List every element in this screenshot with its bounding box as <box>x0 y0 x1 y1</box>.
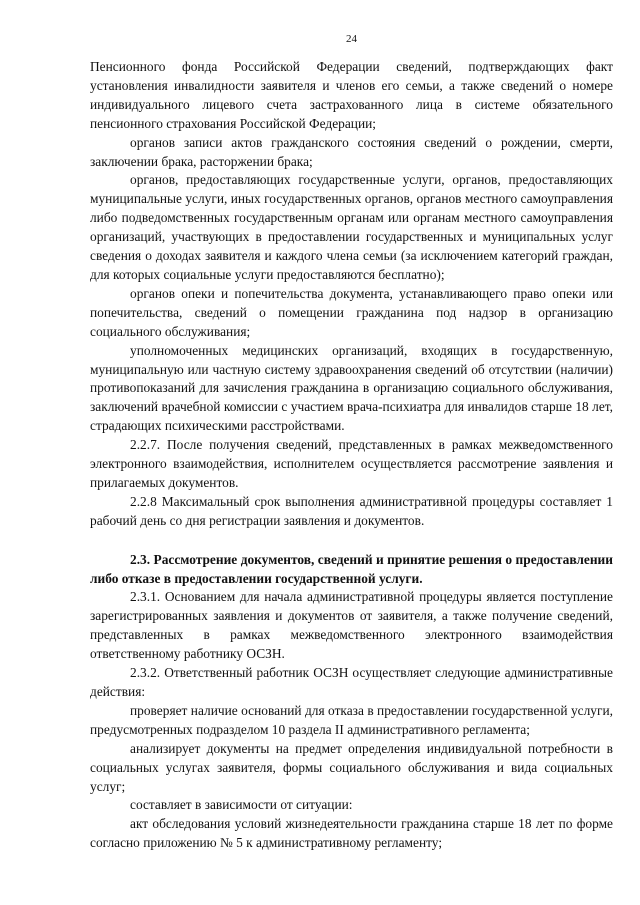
body-paragraph: 2.3.1. Основанием для начала административной процедуры является поступление зарегистрированных заявления и документов от заявителя, а также получение сведений, представленных в рамках межведомственного электронного взаимодействия ответственному работнику ОСЗН. <box>90 589 613 662</box>
body-paragraph: Пенсионного фонда Российской Федерации сведений, подтверждающих факт установления инвалидности заявителя и членов его семьи, а также сведений о номере индивидуального лицевого счета застрахованного лица в системе обязательного пенсионного страхования Российской Федерации; <box>90 59 613 131</box>
page-number: 24 <box>346 33 357 45</box>
body-paragraph: составляет в зависимости от ситуации: <box>130 797 353 813</box>
body-paragraph: анализирует документы на предмет определения индивидуальной потребности в социальных услугах заявителя, формы социального обслуживания и вида социальных услуг; <box>90 740 613 794</box>
body-paragraph: органов, предоставляющих государственные услуги, органов, предоставляющих муниципальные услуги, иных государственных органов, органов местного самоуправления либо подведомственных государственным органам или органам местного самоуправления организаций, участвующих в предоставлении государственных и муниципальных услуг сведения о доходах заявителя и каждого члена семьи (за исключением категорий граждан, для которых социальные услуги предоставляются бесплатно); <box>90 172 613 282</box>
body-paragraph: уполномоченных медицинских организаций, входящих в государственную, муниципальную или частную систему здравоохранения сведений об отсутствии (наличии) противопоказаний для зачисления гражданина в организацию социального обслуживания, заключений врачебной комиссии с участием врача-психиатра для инвалидов старше 18 лет, страдающих психическими расстройствами. <box>90 342 613 434</box>
body-paragraph: акт обследования условий жизнедеятельности гражданина старше 18 лет по форме согласно приложению № 5 к административному регламенту; <box>90 816 613 851</box>
body-paragraph: проверяет наличие оснований для отказа в предоставлении государственной услуги, предусмотренных подразделом 10 раздела II административного регламента; <box>90 702 613 737</box>
body-paragraph: органов опеки и попечительства документа, устанавливающего право опеки или попечительства, сведений о помещении гражданина под надзор в организацию социального обслуживания; <box>90 285 613 339</box>
body-paragraph: 2.3.2. Ответственный работник ОСЗН осуществляет следующие административные действия: <box>90 665 613 699</box>
section-heading: 2.3. Рассмотрение документов, сведений и принятие решения о предоставлении либо отказе в предоставлении государственной услуги. <box>90 551 613 586</box>
body-paragraph: 2.2.7. После получения сведений, представленных в рамках межведомственного электронного взаимодействия, исполнителем осуществляется рассмотрение заявления и прилагаемых документов. <box>90 437 613 490</box>
body-paragraph: органов записи актов гражданского состояния сведений о рождении, смерти, заключении брака, расторжении брака; <box>90 134 613 169</box>
body-paragraph: 2.2.8 Максимальный срок выполнения административной процедуры составляет 1 рабочий день со дня регистрации заявления и документов. <box>90 493 613 528</box>
